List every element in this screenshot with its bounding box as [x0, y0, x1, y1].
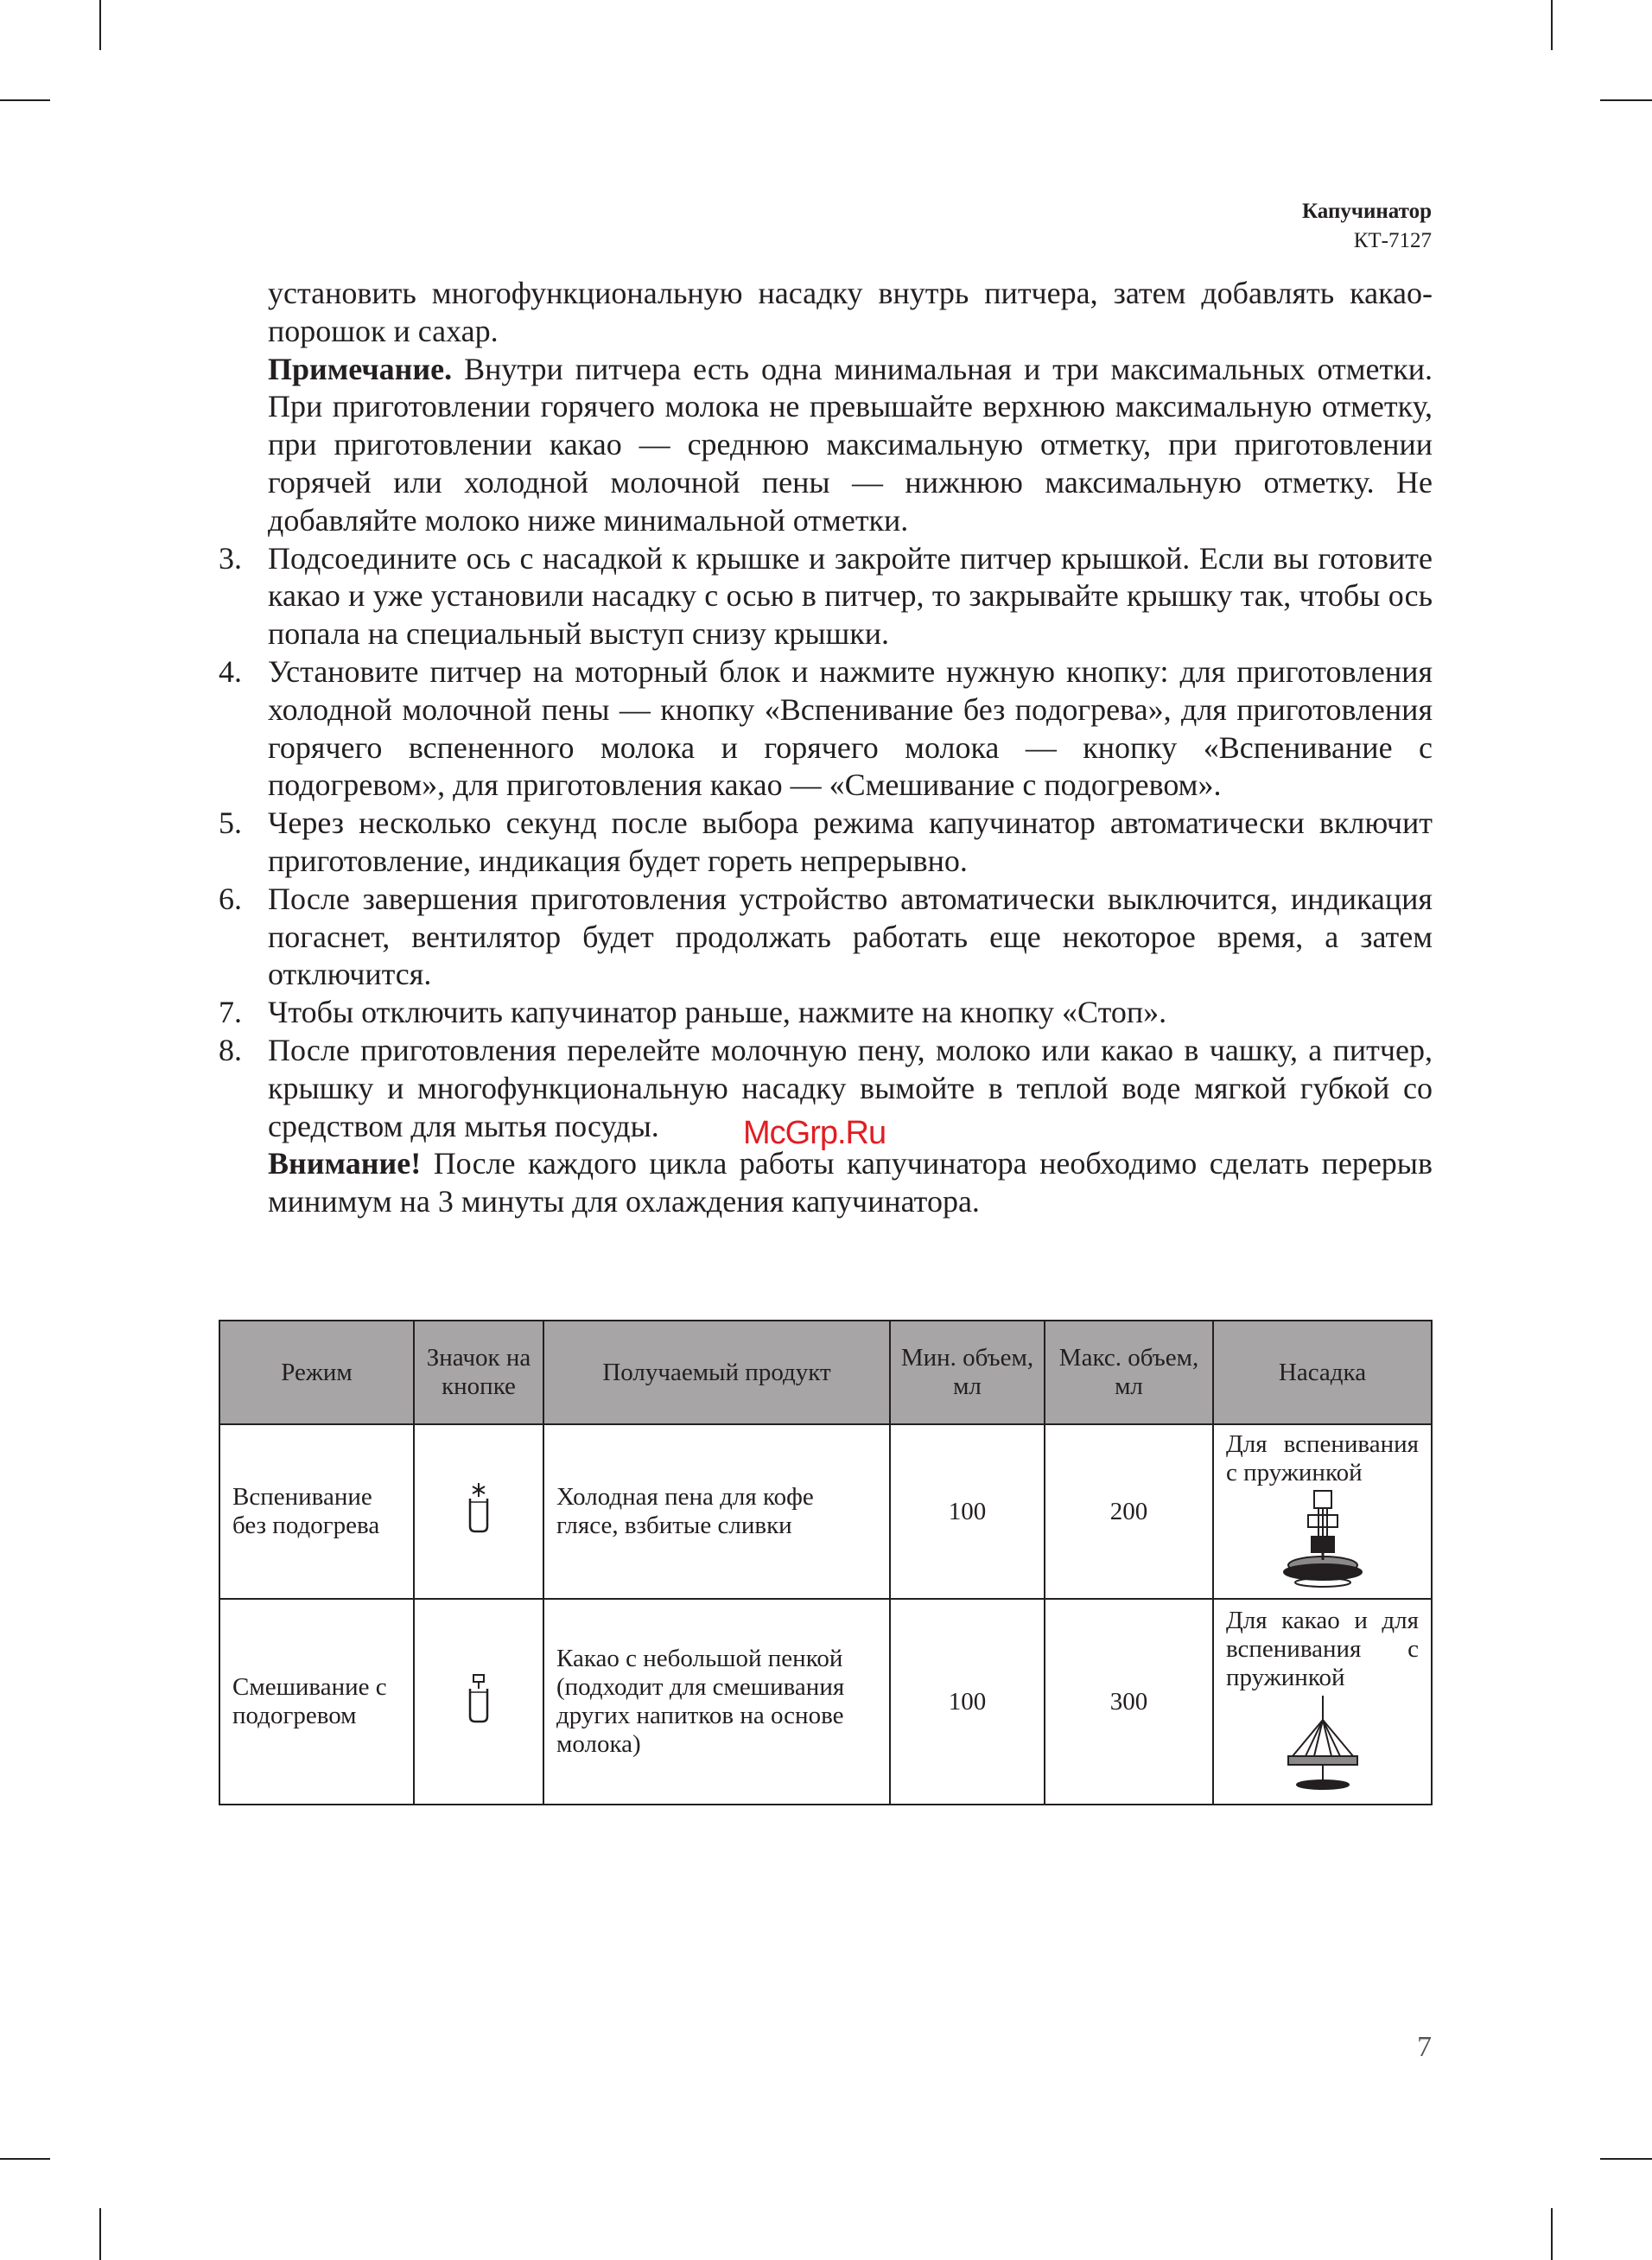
mixing-nozzle-icon — [1271, 1694, 1375, 1798]
cell-nozzle — [1213, 1424, 1432, 1599]
modes-table — [219, 1320, 1433, 1805]
running-header — [1302, 197, 1432, 256]
intro-paragraph: установить многофункциональную насадку внутрь питчера, затем добавлять какао-порошок и сахар. — [268, 276, 1433, 348]
warning-label: Внимание! — [268, 1146, 422, 1181]
list-item-text: После приготовления перелейте молочную пену, молоко или какао в чашку, а питчер, крышку и многофункциональную насадку вымойте в теплой воде мягкой губкой со средством для мытья посуды. — [268, 1032, 1433, 1143]
cell-mode: Вспенивание без подогрева — [219, 1424, 414, 1599]
crop-mark — [99, 0, 101, 50]
warning-text: После каждого цикла работы капучинатора необходимо сделать перерыв минимум на 3 минуты для охлаждения капучинатора. — [268, 1146, 1433, 1219]
list-item-number: 7. — [219, 995, 242, 1030]
crop-mark — [1600, 2158, 1652, 2160]
note-label: Примечание. — [268, 351, 453, 386]
header-nozzle: Насадка — [1213, 1321, 1432, 1424]
cell-icon — [414, 1424, 543, 1599]
header-max: Макс. объем, мл — [1045, 1321, 1213, 1424]
hot-mix-icon — [461, 1671, 496, 1725]
cell-product: Холодная пена для кофе глясе, взбитые сливки — [543, 1424, 890, 1599]
list-item-number: 4. — [219, 653, 242, 689]
list-item-number: 8. — [219, 1032, 242, 1067]
list-item — [219, 653, 1433, 805]
crop-mark — [0, 2158, 50, 2160]
crop-mark — [0, 99, 50, 101]
header-icon: Значок на кнопке — [414, 1321, 543, 1424]
list-item — [219, 881, 1433, 994]
list-item — [219, 540, 1433, 653]
note-paragraph — [268, 351, 1433, 540]
crop-mark — [1600, 99, 1652, 101]
header-mode: Режим — [219, 1321, 414, 1424]
cell-mode: Смешивание с подогревом — [219, 1599, 414, 1805]
cold-froth-icon — [461, 1481, 496, 1535]
body-text — [219, 275, 1433, 1221]
cell-icon — [414, 1599, 543, 1805]
list-item-text: Чтобы отключить капучинатор раньше, нажмите на кнопку «Стоп». — [268, 995, 1167, 1030]
page-number: 7 — [1417, 2031, 1432, 2063]
warning-paragraph — [268, 1145, 1433, 1221]
list-item — [219, 994, 1433, 1032]
cell-max: 300 — [1045, 1599, 1213, 1805]
list-item-text: После завершения приготовления устройство автоматически выключится, индикация погаснет, вентилятор будет продолжать работать еще некоторое время, а затем отключится. — [268, 881, 1433, 992]
list-item-text: Через несколько секунд после выбора режима капучинатор автоматически включит приготовление, индикация будет гореть непрерывно. — [268, 805, 1433, 878]
cell-min: 100 — [890, 1424, 1045, 1599]
watermark[interactable]: McGrp.Ru — [743, 1115, 886, 1151]
cell-nozzle — [1213, 1599, 1432, 1805]
note-text: Внутри питчера есть одна минимальная и три максимальных отметки. При приготовлении горячего молока не превышайте верхнюю максимальную отметку, при приготовлении какао — среднюю максимальную отметку, при приготовлении горячей или холодной молочной пены — нижнюю максимальную отметку. Не добавляйте молоко ниже минимальной отметки. — [268, 351, 1433, 538]
cell-max: 200 — [1045, 1424, 1213, 1599]
nozzle-label: Для какао и для вспенивания с пружинкой — [1226, 1606, 1419, 1691]
table-header-row — [219, 1321, 1432, 1424]
crop-mark — [1551, 2208, 1553, 2260]
cell-min: 100 — [890, 1599, 1045, 1805]
list-item-number: 5. — [219, 805, 242, 841]
list-item-text: Установите питчер на моторный блок и нажмите нужную кнопку: для приготовления холодной молочной пены — кнопку «Вспенивание без подогрева», для приготовления горячего вспененного молока и горячего молока — кнопку «Вспенивание с подогревом», для приготовления какао — «Смешивание с подогревом». — [268, 653, 1433, 803]
header-min: Мин. объем, мл — [890, 1321, 1045, 1424]
header-product: Получаемый продукт — [543, 1321, 890, 1424]
crop-mark — [1551, 0, 1553, 50]
list-item-number: 6. — [219, 881, 242, 916]
crop-mark — [99, 2208, 101, 2260]
list-item-number: 3. — [219, 540, 242, 576]
list-item-text: Подсоедините ось с насадкой к крышке и закройте питчер крышкой. Если вы готовите какао и уже установили насадку с осью в питчер, то закрывайте крышку так, чтобы ось попала на специальный выступ снизу крышки. — [268, 540, 1433, 652]
table-row — [219, 1424, 1432, 1599]
table-row — [219, 1599, 1432, 1805]
header-model: КТ-7127 — [1353, 229, 1432, 252]
nozzle-label: Для вспенивания с пружинкой — [1226, 1430, 1419, 1487]
cell-product: Какао с небольшой пенкой (подходит для смешивания других напитков на основе молока) — [543, 1599, 890, 1805]
list-item — [219, 805, 1433, 881]
header-title: Капучинатор — [1302, 200, 1432, 223]
whisk-spring-nozzle-icon — [1275, 1489, 1370, 1593]
